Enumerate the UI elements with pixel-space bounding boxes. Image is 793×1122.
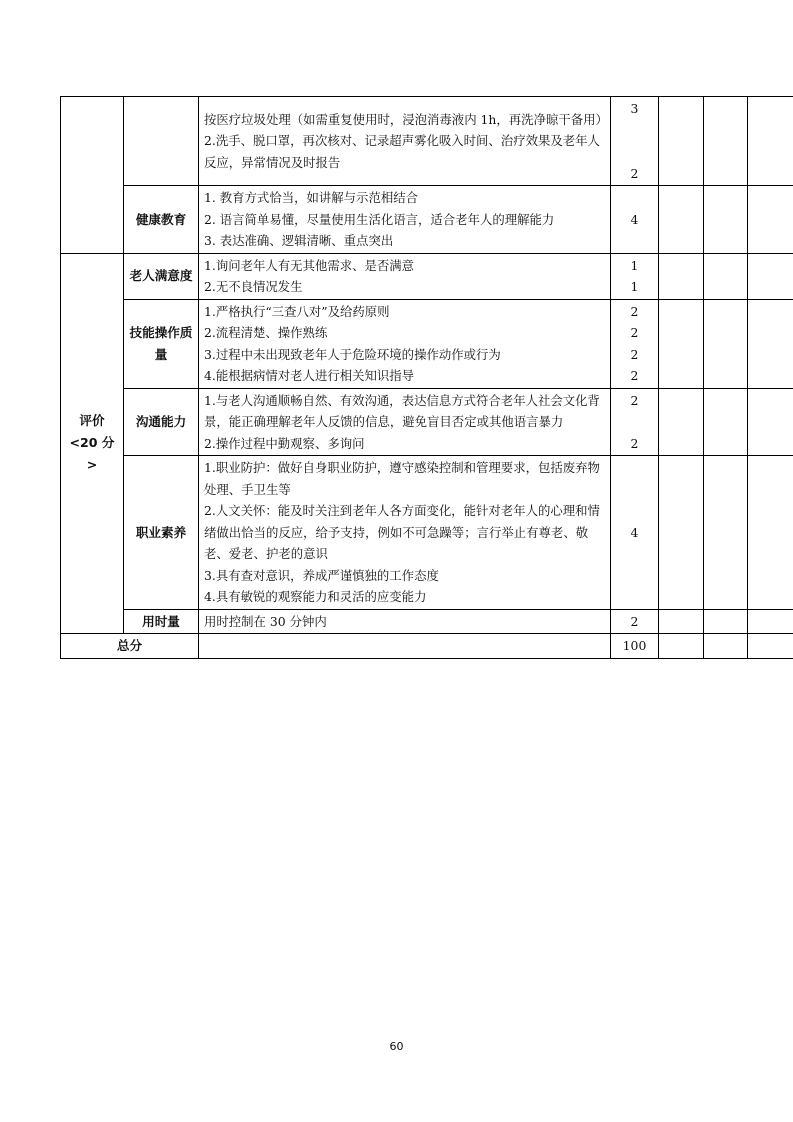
content-line: 1. 教育方式恰当，如讲解与示范相结合 [204,190,419,205]
content-line: 2.无不良情况发生 [204,279,303,294]
table-row [61,186,793,254]
category-label: 评价 <20 分> [69,413,115,473]
score-value: 4 [630,211,639,227]
blank-cell [748,634,793,659]
score-cell [611,186,659,254]
total-row [61,634,793,659]
content-line: 2.人文关怀：能及时关注到老年人各方面变化，能针对老年人的心理和情绪做出恰当的反应，给予支持，例如不可急躁等；言行举止有尊老、敬老、爱老、护老的意识 [204,503,600,561]
score-value: 1 [630,257,639,273]
table-row [61,97,793,186]
content-line: 按医疗垃圾处理（如需重复使用时，浸泡消毒液内 1h，再洗净晾干备用） [204,111,608,127]
content-line: 3. 表达准确、逻辑清晰、重点突出 [204,233,394,248]
content-cell [199,456,611,610]
total-label: 总分 [61,634,199,659]
content-cell [199,253,611,299]
content-line: 1.与老人沟通顺畅自然、有效沟通，表达信息方式符合老年人社会文化背景，能正确理解老年人反馈的信息，避免盲目否定或其他语言暴力 [204,392,600,429]
item-cell [124,97,199,186]
item-cell: 用时量 [124,609,199,634]
score-cell [611,253,659,299]
content-line: 1.询问老年人有无其他需求、是否满意 [204,257,415,273]
content-line: 3.过程中未出现致老年人于危险环境的操作动作或行为 [204,346,501,362]
blank-cell [659,609,704,634]
blank-cell [659,97,704,186]
blank-cell [704,97,748,186]
blank-cell [704,253,748,299]
item-cell: 职业素养 [124,456,199,610]
table-row [61,609,793,634]
blank-cell [748,253,793,299]
blank-cell [704,609,748,634]
content-cell [199,299,611,388]
blank-cell [748,97,793,186]
score-value: 2 [630,613,639,629]
score-table [60,96,793,659]
page-number: 60 [389,1040,404,1053]
category-cell [61,253,124,634]
content-line: 1.职业防护：做好自身职业防护，遵守感染控制和管理要求，包括废弃物处理、手卫生等 [204,460,600,497]
content-line: 3.具有查对意识，养成严谨慎独的工作态度 [204,567,439,583]
blank-cell [748,456,793,610]
blank-cell [748,186,793,254]
table-row [61,253,793,299]
table-row [61,299,793,388]
blank-cell [659,299,704,388]
content-line: 1.严格执行“三查八对”及给药原则 [204,303,390,319]
score-cell [611,609,659,634]
score-cell [611,388,659,456]
blank-cell [659,186,704,254]
content-line: 2.操作过程中勤观察、多询问 [204,435,365,451]
total-score: 100 [611,634,659,659]
content-line: 4.能根据病情对老人进行相关知识指导 [204,368,415,383]
score-value: 2 [630,165,639,181]
score-value: 1 [630,279,639,294]
content-line: 2.洗手、脱口罩，再次核对、记录超声雾化吸入时间、治疗效果及老年人反应，异常情况及时报告 [204,133,600,170]
score-value: 2 [630,392,639,408]
score-cell [611,299,659,388]
content-line: 用时控制在 30 分钟内 [204,613,327,629]
score-cell [611,97,659,186]
blank-cell [659,634,704,659]
category-cell [61,97,124,254]
score-value: 2 [630,435,639,451]
score-value: 4 [630,524,639,540]
blank-cell [659,388,704,456]
score-value: 3 [630,101,639,116]
content-line: 4.具有敏锐的观察能力和灵活的应变能力 [204,589,427,604]
content-cell [199,97,611,186]
score-cell [611,456,659,610]
table-row [61,388,793,456]
item-cell: 沟通能力 [124,388,199,456]
content-line: 2.流程清楚、操作熟练 [204,325,328,340]
score-value: 2 [630,368,639,383]
blank-cell [704,186,748,254]
total-content-cell [199,634,611,659]
score-value: 2 [630,303,639,319]
score-value [616,141,653,163]
content-cell [199,388,611,456]
blank-cell [704,388,748,456]
blank-cell [748,609,793,634]
content-cell [199,609,611,634]
item-cell: 健康教育 [124,186,199,254]
content-cell [199,186,611,254]
item-cell: 技能操作质量 [124,299,199,388]
score-value: 2 [630,346,639,362]
content-line: 2. 语言简单易懂，尽量使用生活化语言，适合老年人的理解能力 [204,211,555,227]
blank-cell [704,456,748,610]
blank-cell [748,299,793,388]
table-row [61,456,793,610]
blank-cell [748,388,793,456]
blank-cell [704,299,748,388]
blank-cell [704,634,748,659]
score-value [616,120,653,142]
item-cell: 老人满意度 [124,253,199,299]
blank-cell [659,456,704,610]
blank-cell [659,253,704,299]
score-value: 2 [630,325,639,340]
